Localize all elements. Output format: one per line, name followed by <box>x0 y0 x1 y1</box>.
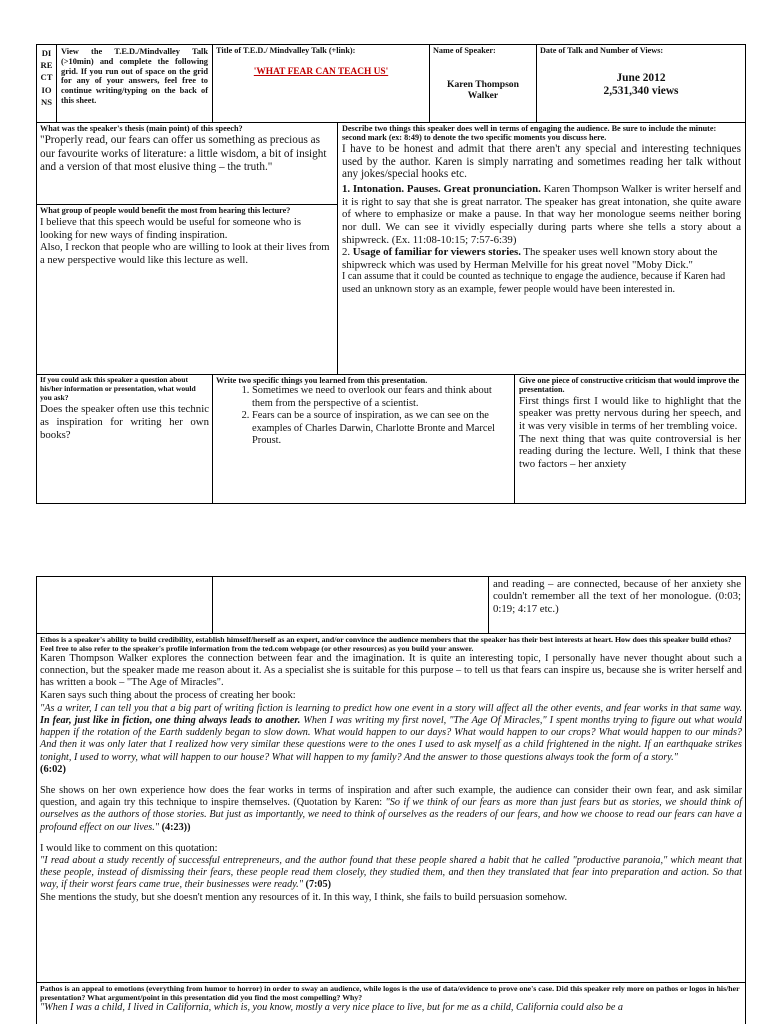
ethos-paragraph-5: She mentions the study, but she doesn't mention any resources of it. In this way, I think, she fails to build persuasion somehow. <box>40 891 568 903</box>
learned-cell <box>212 374 515 504</box>
learned-list <box>216 385 511 447</box>
ethos-paragraph-3 <box>40 785 742 834</box>
quote-1-part-a: "As a writer, I can tell you that a big part of writing fiction is learning to predict how one event in a story will affect all the other events, and fear works in that same way. <box>40 702 742 714</box>
quote-1-part-c: When I was writing my first novel, "The Age Of Miracles," I spent months trying to figure out what would happen if the rotation of the Earth suddenly began to slow down. What would happen to our days? What would happen to our crops? What would happen to our minds? And then it was only later that I realized how very similar these questions were to the ones I used to ask myself as a child frightened in the night. If an earthquake strikes tonight, I used to worry, what will happen to our house? What will happen to my family? And the answer to those questions always took the form of a story." <box>40 715 742 763</box>
ethos-paragraph-4: I would like to comment on this quotation: <box>40 842 218 854</box>
engage-cell <box>337 122 746 375</box>
quote-1-timestamp: (6:02) <box>40 763 66 775</box>
speaker-name: Karen Thompson Walker <box>447 79 519 102</box>
critic-cell <box>514 374 746 504</box>
ethos-quote-2-timestamp: (4:23)) <box>159 821 191 833</box>
engage-point-1-text: Karen Thompson Walker is writer herself and it is right to say that she is great narrator. The speaker has great intonation, she quite aware of where to emphasize or make a pause. In that way her monologue seems neither boring nor dull. We can see it vividly especially during parts where she tells a story about a shipwreck. (Ex. 11:08-10:15; 7:57-6:39) <box>342 183 741 246</box>
learned-item-1: 1. Sometimes we need to overlook our fears and think about them from the perspective of a scientist. <box>252 385 511 410</box>
date-cell <box>536 44 746 123</box>
ethos-quote-2: "So if we think of our fears as more than just fears but as stories, we should think of ourselves as the authors of those stories. But just as importantly, we need to think of ourselves as the readers of our fears, and how we choose to read our fears can have a profound effect on our lives." <box>40 797 742 833</box>
critic-question: Give one piece of constructive criticism that would improve the presentation. <box>519 376 740 395</box>
view-count: 2,531,340 views <box>603 85 679 98</box>
ethos-paragraph-2: Karen says such thing about the process of creating her book: <box>40 689 296 701</box>
engage-point-1 <box>342 183 741 246</box>
pathos-answer: "When I was a child, I lived in California, which is, you know, mostly a very nice place to live, but for me as a child, California could also be a <box>40 1002 623 1013</box>
group-cell <box>36 204 338 375</box>
quote-1-emphasis: In fear, just like in fiction, one thing always leads to another. <box>40 715 301 727</box>
ethos-quote-3 <box>40 855 742 892</box>
engage-point-2-text: The speaker uses well known story about the shipwreck which was used by Herman Melville for his great novel "Moby Dick." <box>342 246 718 271</box>
critic-answer-2: The next thing that was quite controversial is her reading during the lecture. Well, I think that these two factors – her anxiety <box>519 432 741 470</box>
ethos-question: Ethos is a speaker's ability to build credibility, establish himself/herself as an expert, and/or convince the audience members that the speaker has their best interests at heart. How does this speaker build ethos? Feel free to also refer to the speaker's profile information from the ted.com webpage (or other resources) as you build your answer. <box>40 635 732 653</box>
learned-cell-cont <box>212 576 489 634</box>
date-header: Date of Talk and Number of Views: <box>540 46 664 55</box>
ethos-cell <box>36 633 746 983</box>
ask-cell-cont <box>36 576 213 634</box>
pathos-cell <box>36 982 746 1024</box>
title-cell <box>212 44 430 123</box>
speaker-cell <box>429 44 537 123</box>
ask-answer: Does the speaker often use this technic as inspiration for writing her own books? <box>40 403 209 441</box>
engage-point-1-title: 1. Intonation. Pauses. Great pronunciation. <box>342 183 541 196</box>
critic-cell-cont <box>488 576 746 634</box>
talk-title[interactable]: 'WHAT FEAR CAN TEACH US' <box>253 67 389 78</box>
engage-point-2-more: I can assume that it could be counted as technique to engage the audience, because if Karen had used an unknown story as an example, fewer people would have been interested in. <box>342 271 726 295</box>
engage-point-2-title: Usage of familiar for viewers stories. <box>352 246 521 259</box>
learned-question: Write two specific things you learned from this presentation. <box>216 376 428 385</box>
title-header: Title of T.E.D./ Mindvalley Talk (+link): <box>216 46 356 55</box>
engage-point-2-num: 2. <box>342 246 353 259</box>
directions-text: View the T.E.D./Mindvalley Talk (>10min) and complete the following grid. If you run out of space on the grid for any of your answers, feel free to continue writing/typing on the back of this sheet. <box>56 44 213 123</box>
group-question: What group of people would benefit the most from hearing this lecture? <box>40 206 291 215</box>
engage-question: Describe two things this speaker does well in terms of engaging the audience. Be sure to include the minute: second mark (ex: 8:49) to denote the two specific moments you discuss here. <box>342 124 717 143</box>
talk-date: June 2012 <box>616 72 666 85</box>
critic-answer-1: First things first I would like to highlight that the speaker was pretty nervous during her speech, and it was very visible in terms of her trembling voice. <box>519 394 741 432</box>
thesis-answer: "Properly read, our fears can offer us something as precious as our favourite works of literature: a little wisdom, a bit of insight and a version of that most elusive thing – the truth." <box>40 134 327 173</box>
group-answer-2: Also, I reckon that people who are willing to look at their lives from a new perspective would like this lecture as well. <box>40 242 330 266</box>
ask-cell <box>36 374 213 504</box>
engage-point-2 <box>342 246 741 271</box>
ethos-paragraph-3-text: She shows on her own experience how does the fear works in terms of inspiration and after such example, the audience can consider their own fear, and ask similar question, and again try this technique to inspire themselves. (Quotation by Karen: <box>40 785 742 809</box>
ask-question: If you could ask this speaker a question about his/her information or presentation, what would you ask? <box>40 375 196 402</box>
pathos-question: Pathos is an appeal to emotions (everything from humor to horror) in order to sway an audience, while logos is the use of data/evidence to prove one's case. Did this speaker rely more on pathos or logos in his/her presentation? What argument/point in this presentation did you find the most compelling? Why? <box>40 984 740 1002</box>
engage-intro: I have to be honest and admit that there aren't any special and interesting techniques used by the author. Karen is simply narrating and sometimes reading her talk without any jokes/special hooks etc. <box>342 142 741 181</box>
ethos-quote-1 <box>40 703 742 764</box>
learned-item-2: 2. Fears can be a source of inspiration, as we can see on the examples of Charles Darwin, Charlotte Bronte and Marcel Proust. <box>252 410 511 447</box>
thesis-cell <box>36 122 338 205</box>
quote-3-timestamp: (7:05) <box>303 879 332 891</box>
directions-label: DI RE CT IO NS <box>36 44 57 123</box>
group-answer-1: I believe that this speech would be useful for someone who is looking for new ways of finding inspiration. <box>40 217 301 241</box>
quote-3-text: "I read about a study recently of successful entrepreneurs, and the author found that these people shared a habit that he called "productive paranoia," which meant that these people, instead of dismissing their fears, these people read them closely, they studied them, and then they translated that fear into preparation and action. So that way, if their worst fears came true, their businesses were ready." <box>40 855 742 891</box>
critic-answer-cont: and reading – are connected, because of her anxiety she couldn't remember all the text of her monologue. (0:03; 0:19; 4:17 etc.) <box>493 578 741 615</box>
ethos-paragraph-1: Karen Thompson Walker explores the connection between fear and the imagination. It is quite an interesting topic, I personally have never thought about such a connection, but the speaker made me reason about it. As a specialist she is suitable for this purpose – to tell us that fears can inspire us, because she is writer herself and has written a book – "The Age of Miracles". <box>40 653 742 689</box>
thesis-question: What was the speaker's thesis (main point) of this speech? <box>40 124 243 133</box>
speaker-header: Name of Speaker: <box>433 46 496 55</box>
